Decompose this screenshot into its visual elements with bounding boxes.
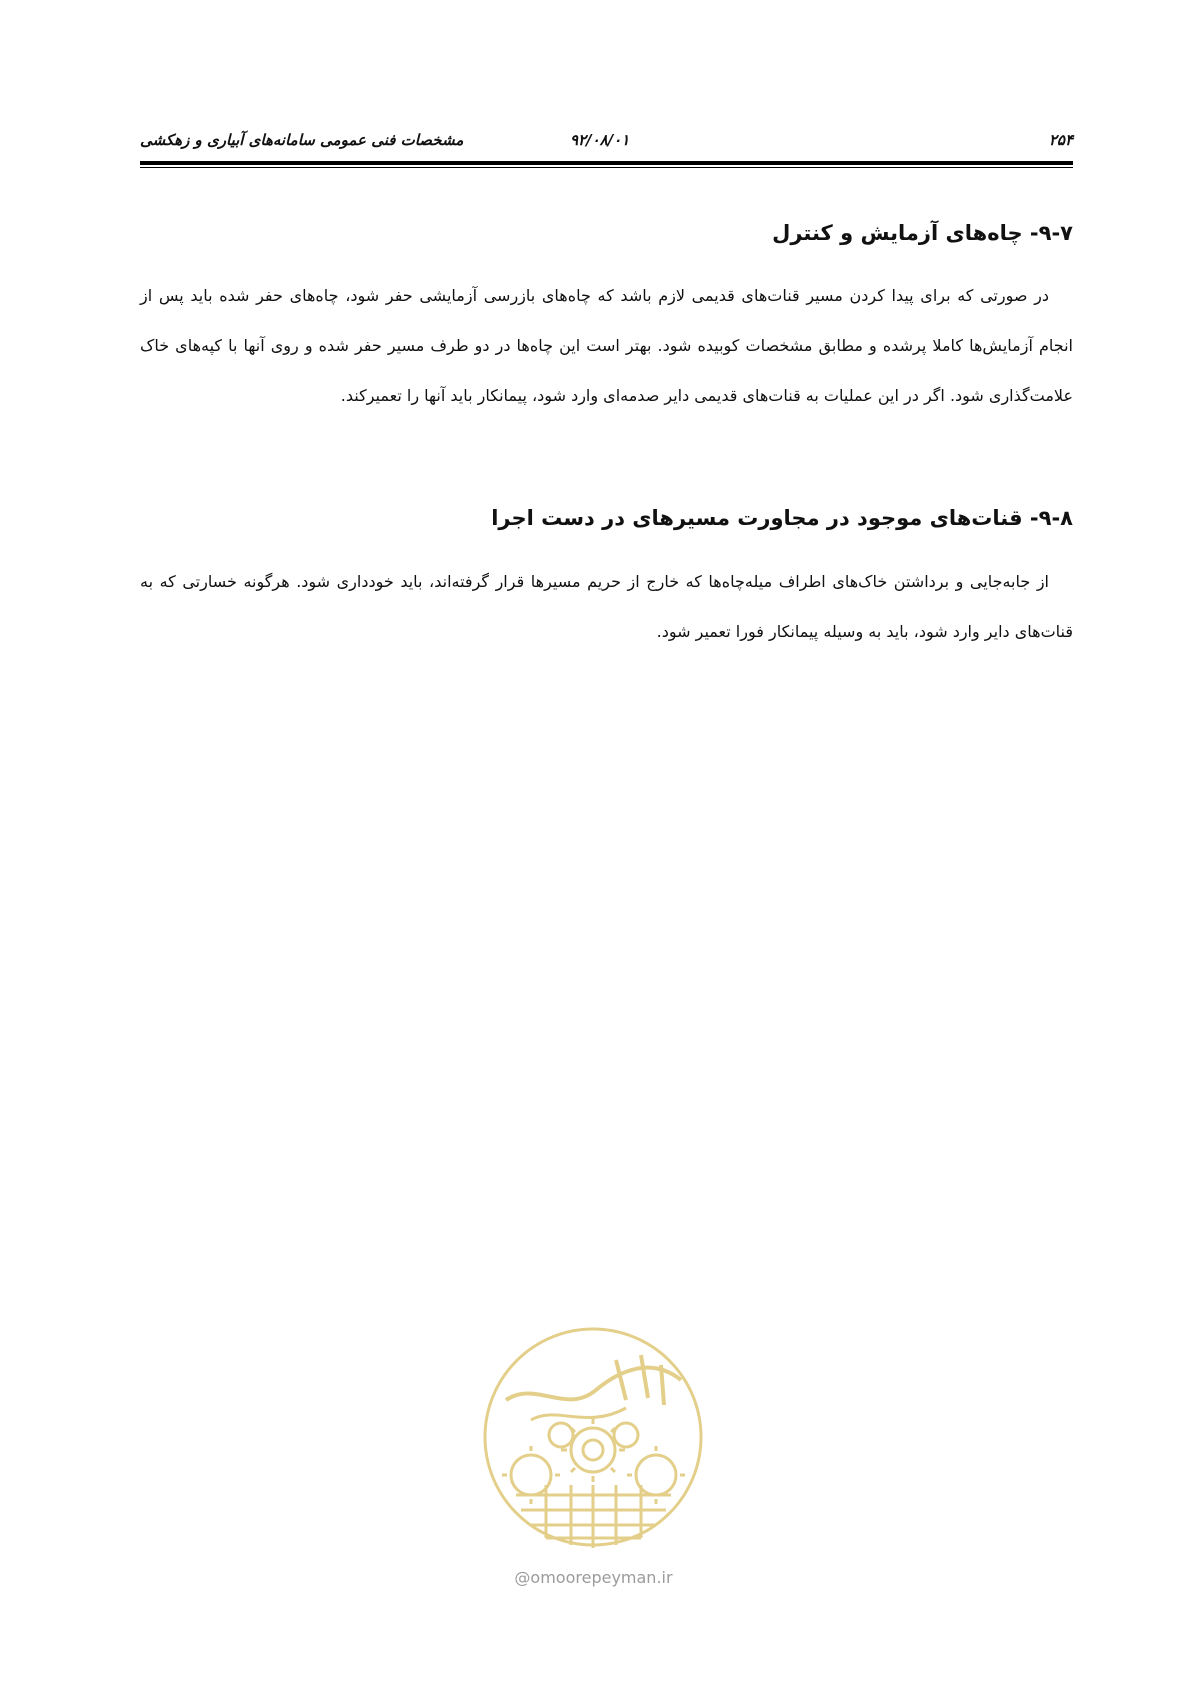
section-heading-9-8: ۹-۸- قنات‌های موجود در مجاورت مسیرهای در دست اجرا <box>491 506 1073 530</box>
watermark-logo <box>476 1320 711 1600</box>
page-header <box>140 130 1073 154</box>
section-paragraph-9-8: از جابه‌جایی و برداشتن خاک‌های اطراف میله‌چاه‌ها که خارج از حریم مسیرها قرار گرفته‌اند، باید خودداری شود. هرگونه خسارتی که به قنات‌های دایر وارد شود، باید به وسیله پیمانکار فورا تعمیر شود. <box>140 572 1073 641</box>
header-rule-thin <box>140 167 1073 168</box>
document-title: مشخصات فنی عمومی سامانه‌های آبیاری و زهکشی <box>140 131 464 149</box>
seal-icon <box>476 1320 711 1560</box>
section-paragraph-9-7: در صورتی که برای پیدا کردن مسیر قنات‌های قدیمی لازم باشد که چاه‌های بازرسی آزمایشی حفر شود، چاه‌های حفر شده باید پس از انجام آزمایش‌ها کاملا پرشده و مطابق مشخصات کوبیده شود. بهتر است این چاه‌ها در دو طرف مسیر حفر شده و روی آنها با کپه‌های خاک علامت‌گذاری شود. اگر در این عملیات به قنات‌های قدیمی دایر صدمه‌ای وارد شود، پیمانکار باید آنها را تعمیرکند. <box>140 286 1073 405</box>
page-number: ۲۵۴ <box>1048 131 1073 149</box>
watermark-url: @omoorepeyman.ir <box>514 1568 673 1587</box>
section-heading-9-7: ۹-۷- چاه‌های آزمایش و کنترل <box>772 221 1073 245</box>
header-rule-thick <box>140 161 1073 165</box>
header-date: ۹۲/۰۸/۰۱ <box>570 131 630 149</box>
